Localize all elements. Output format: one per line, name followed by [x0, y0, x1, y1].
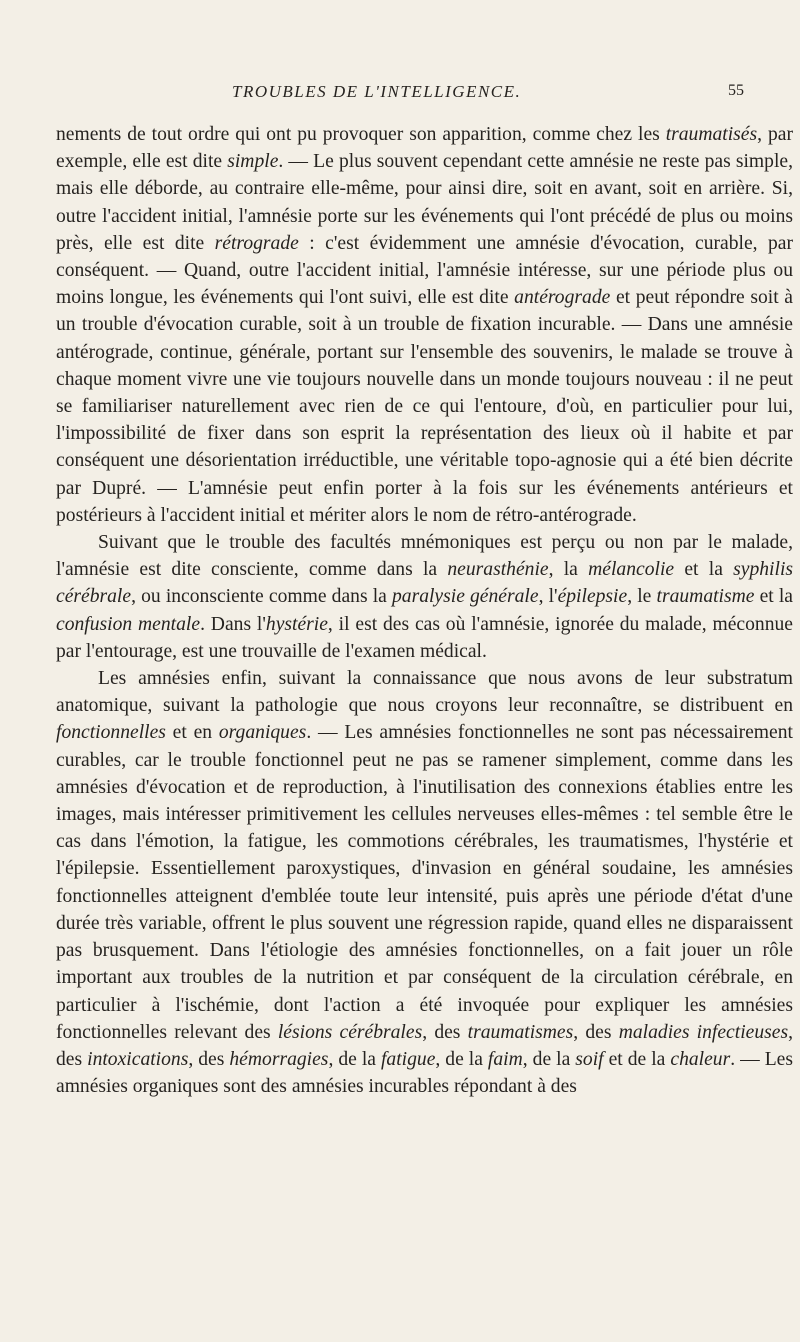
text-run: . — Le plus souvent cependant cette amnésie ne reste pas simple, mais elle déborde, au contraire elle-même, pour ainsi dire, soit en avant, soit en arrière. Si, outre l'accident initial, l'amnésie porte sur les événements qui l'ont précédé de plus ou moins près, elle est dite [56, 151, 793, 254]
italic-term: traumatismes [467, 1021, 574, 1043]
paragraph [56, 665, 793, 1100]
text-run: , de la [328, 1048, 381, 1070]
italic-term: hystérie [265, 613, 328, 635]
text-run: Suivant que le trouble des facultés mnémoniques est perçu ou non par le malade, l'amnésie est dite consciente, comme dans la [56, 532, 793, 581]
italic-term: simple [227, 151, 279, 173]
text-run: , des [422, 1021, 468, 1043]
text-run: Les amnésies enfin, suivant la connaissance que nous avons de leur substratum anatomique, suivant la pathologie que nous croyons leur reconnaître, se distribuent en [56, 668, 793, 717]
italic-term: confusion mentale [56, 613, 201, 635]
italic-term: hémorragies [229, 1048, 329, 1070]
italic-term: fatigue [380, 1048, 436, 1070]
text-run: et la [674, 559, 734, 581]
italic-term: soif [575, 1048, 604, 1070]
text-run: , des [188, 1048, 230, 1070]
text-run: , l' [538, 586, 558, 608]
text-run: . — Les amnésies fonctionnelles ne sont pas nécessairement curables, car le trouble fonctionnel peut ne pas se ramener simplement, comme dans les amnésies d'évocation et de reproduction, à l'inutilisation des connexions établies entre les images, mais intéresser primitivement les cellules nerveuses elles-mêmes : tel semble être le cas dans l'émotion, la fatigue, les commotions cérébrales, les traumatismes, l'hystérie et l'épilepsie. Essentiellement paroxystiques, d'invasion en général soudaine, les amnésies fonctionnelles atteignent d'emblée toute leur intensité, puis après une période d'état d'une durée très variable, offrent le plus souvent une régression rapide, quand elles ne disparaissent pas brusquement. Dans l'étiologie des amnésies fonctionnelles, on a fait jouer un rôle important aux troubles de la nutrition et par conséquent de la circulation cérébrale, en particulier à l'ischémie, dont l'action a été invoquée pour expliquer les amnésies fonctionnelles relevant des [56, 722, 793, 1043]
italic-term: rétrograde [214, 232, 299, 254]
page-header [232, 82, 744, 106]
text-run: nements de tout ordre qui ont pu provoquer son apparition, comme chez les [56, 124, 666, 145]
text-run: , il est des cas où l'amnésie, ignorée du malade, méconnue par l'entourage, est une trouvaille de l'examen médical. [56, 613, 793, 662]
text-run: , de la [522, 1048, 576, 1070]
italic-term: maladies infectieuses [618, 1021, 789, 1043]
italic-term: syphilis cérébrale [56, 559, 794, 608]
italic-term: intoxications [87, 1048, 189, 1070]
italic-term: organiques [218, 722, 307, 744]
body-text [56, 121, 793, 1100]
italic-term: traumatisme [656, 586, 755, 608]
page-number: 55 [728, 82, 744, 99]
text-run: : c'est évidemment une amnésie d'évocation, curable, par conséquent. — Quand, outre l'accident initial, l'amnésie intéresse, sur une période plus ou moins longue, les événements qui l'ont suivi, elle est dite [56, 232, 793, 309]
text-run: , le [627, 586, 657, 608]
paragraph [56, 529, 793, 665]
text-run: et peut répondre soit à un trouble d'évocation curable, soit à un trouble de fixation incurable. — Dans une amnésie antérograde, continue, générale, portant sur l'ensemble des souvenirs, le malade se trouve à chaque moment vivre une vie toujours nouvelle dans un monde toujours nouveau : il ne peut se familiariser naturellement avec rien de ce qui l'entoure, d'où, en particulier pour lui, l'impossibilité de fixer dans son esprit la représentation des lieux où il habite et par conséquent une désorientation irréductible, une véritable topo-agnosie qui a été bien décrite par Dupré. — L'amnésie peut enfin porter à la fois sur les événements antérieurs et postérieurs à l'accident initial et mériter alors le nom de rétro-antérograde. [56, 287, 793, 526]
italic-term: antérograde [514, 287, 611, 309]
text-run: . Dans l' [200, 613, 266, 635]
text-run: , la [548, 559, 589, 581]
text-run: , de la [435, 1048, 488, 1070]
text-run: , par exemple, elle est dite [56, 124, 793, 173]
text-run: et la [754, 586, 793, 608]
text-run: et en [165, 722, 219, 744]
italic-term: paralysie générale [391, 586, 539, 608]
italic-term: traumatisés [665, 124, 758, 145]
italic-term: lésions cérébrales [277, 1021, 423, 1043]
italic-term: mélancolie [588, 559, 675, 581]
text-run: , des [573, 1021, 619, 1043]
italic-term: neurasthénie [447, 559, 549, 581]
paragraph [56, 121, 793, 529]
italic-term: faim [487, 1048, 523, 1070]
italic-term: fonctionnelles [56, 722, 166, 744]
text-run: . — Les amnésies organiques sont des amnésies incurables répondant à des [56, 1048, 794, 1098]
text-run: et de la [603, 1048, 671, 1070]
text-run: , ou inconsciente comme dans la [131, 586, 392, 608]
italic-term: épilepsie [557, 586, 628, 608]
italic-term: chaleur [670, 1048, 731, 1070]
running-title: TROUBLES DE L'INTELLIGENCE. [232, 82, 522, 101]
text-run: , des [56, 1021, 793, 1070]
